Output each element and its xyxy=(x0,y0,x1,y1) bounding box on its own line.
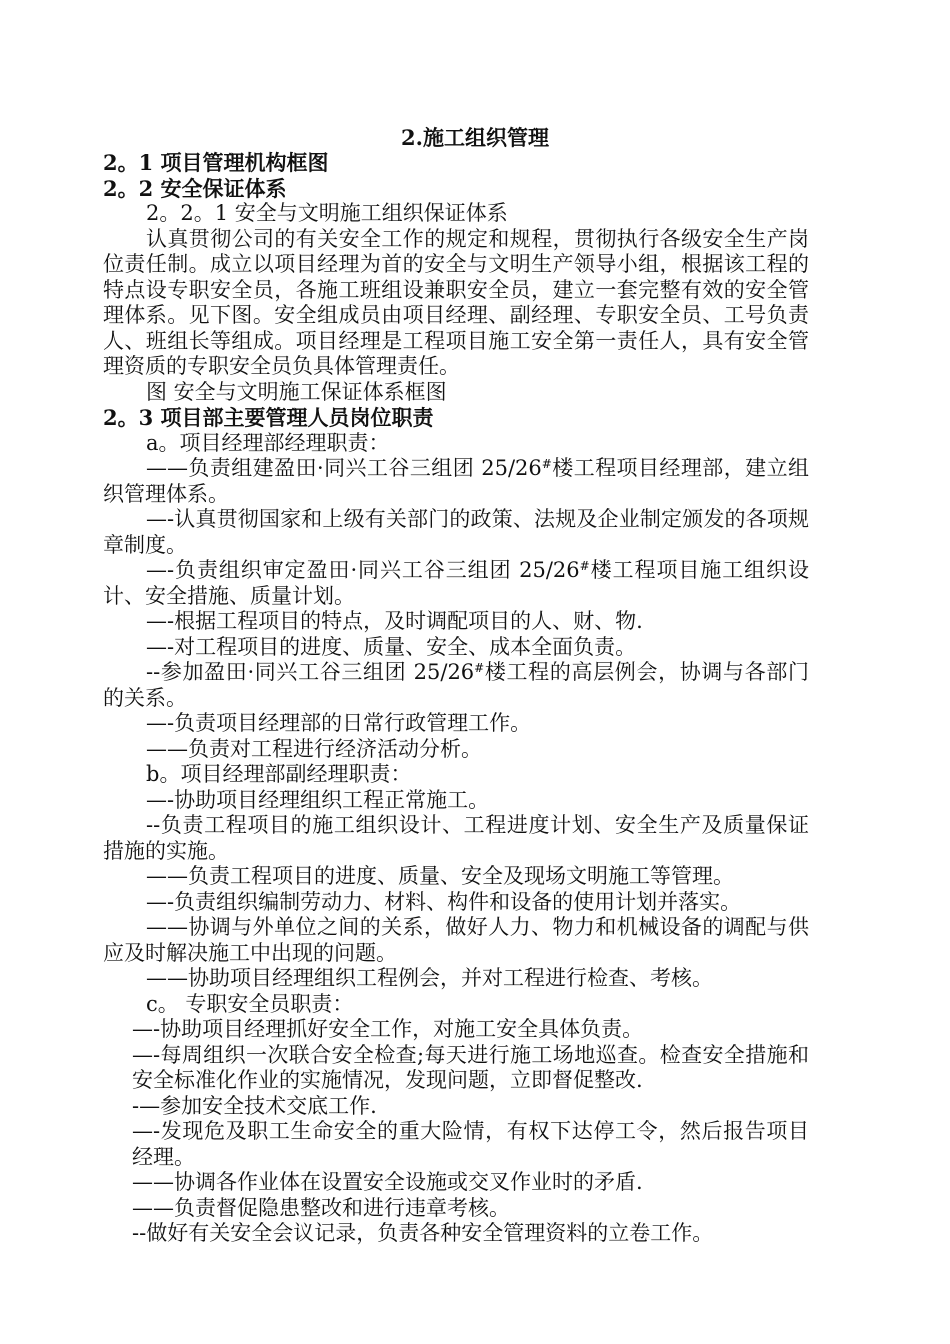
document-body xyxy=(103,150,809,1247)
duty-item: ——负责督促隐患整改和进行违章考核。 xyxy=(132,1195,510,1220)
duty-item: ——负责对工程进行经济活动分析。 xyxy=(146,736,482,761)
heading-2-2: 2。2 安全保证体系 xyxy=(103,175,287,201)
duty-item: —-每周组织一次联合安全检查;每天进行施工场地巡查。检查安全措施和安全标准化作业的实施情况，发现问题，立即督促整改. xyxy=(132,1042,809,1092)
duty-item: —-对工程项目的进度、质量、安全、成本全面负责。 xyxy=(146,634,637,659)
duty-item: --做好有关安全会议记录，负责各种安全管理资料的立卷工作。 xyxy=(132,1221,714,1245)
section-b-heading: b。项目经理部副经理职责： xyxy=(146,762,412,786)
duty-item: ——负责工程项目的进度、质量、安全及现场文明施工等管理。 xyxy=(146,864,734,888)
duty-item: ——协助项目经理组织工程例会，并对工程进行检查、考核。 xyxy=(146,966,713,990)
duty-item: ——协调各作业体在设置安全设施或交叉作业时的矛盾. xyxy=(132,1170,643,1194)
duty-item: --负责工程项目的施工组织设计、工程进度计划、安全生产及质量保证措施的实施。 xyxy=(103,813,809,863)
duty-item: —-协助项目经理组织工程正常施工。 xyxy=(146,787,490,812)
duty-item: —-负责组织编制劳动力、材料、构件和设备的使用计划并落实。 xyxy=(146,889,742,914)
duty-item: —-发现危及职工生命安全的重大险情，有权下达停工令，然后报告项目经理。 xyxy=(132,1119,809,1169)
subheading-2-2-1: 2。2。1 安全与文明施工组织保证体系 xyxy=(146,201,508,225)
figure-caption: 图 安全与文明施工保证体系框图 xyxy=(146,379,447,404)
section-a-heading: a。项目经理部经理职责： xyxy=(146,430,390,455)
duty-item: --参加盈田·同兴工谷三组团 25/26#楼工程的高层例会，协调与各部门的关系。 xyxy=(103,660,809,710)
duty-item: —-协助项目经理抓好安全工作，对施工安全具体负责。 xyxy=(132,1017,644,1041)
duty-item: -—参加安全技术交底工作. xyxy=(132,1093,377,1118)
paragraph-safety-system: 认真贯彻公司的有关安全工作的规定和规程，贯彻执行各级安全生产岗位责任制。成立以项目经理为首的安全与文明生产领导小组，根据该工程的特点设专职安全员，各施工班组设兼职安全员，建立一套完整有效的安全管理体系。见下图。安全组成员由项目经理、副经理、专职安全员、工号负责人、班组长等组成。项目经理是工程项目施工安全第一责任人，具有安全管理资质的专职安全员负具体管理责任。 xyxy=(103,226,809,378)
duty-item: —-根据工程项目的特点，及时调配项目的人、财、物. xyxy=(146,609,643,633)
duty-item: —-负责项目经理部的日常行政管理工作。 xyxy=(146,711,532,735)
section-c-heading: c。 专职安全员职责： xyxy=(146,991,354,1016)
duty-item: —-认真贯彻国家和上级有关部门的政策、法规及企业制定颁发的各项规章制度。 xyxy=(103,507,809,557)
document-title: 2.施工组织管理 xyxy=(401,125,549,150)
duty-item: ——负责组建盈田·同兴工谷三组团 25/26#楼工程项目经理部，建立组织管理体系。 xyxy=(103,456,809,506)
duty-item: ——协调与外单位之间的关系，做好人力、物力和机械设备的调配与供应及时解决施工中出现的问题。 xyxy=(103,915,809,965)
duty-item: —-负责组织审定盈田·同兴工谷三组团 25/26#楼工程项目施工组织设计、安全措施、质量计划。 xyxy=(103,558,810,608)
heading-2-1: 2。1 项目管理机构框图 xyxy=(103,150,329,175)
heading-2-3: 2。3 项目部主要管理人员岗位职责 xyxy=(103,405,434,430)
